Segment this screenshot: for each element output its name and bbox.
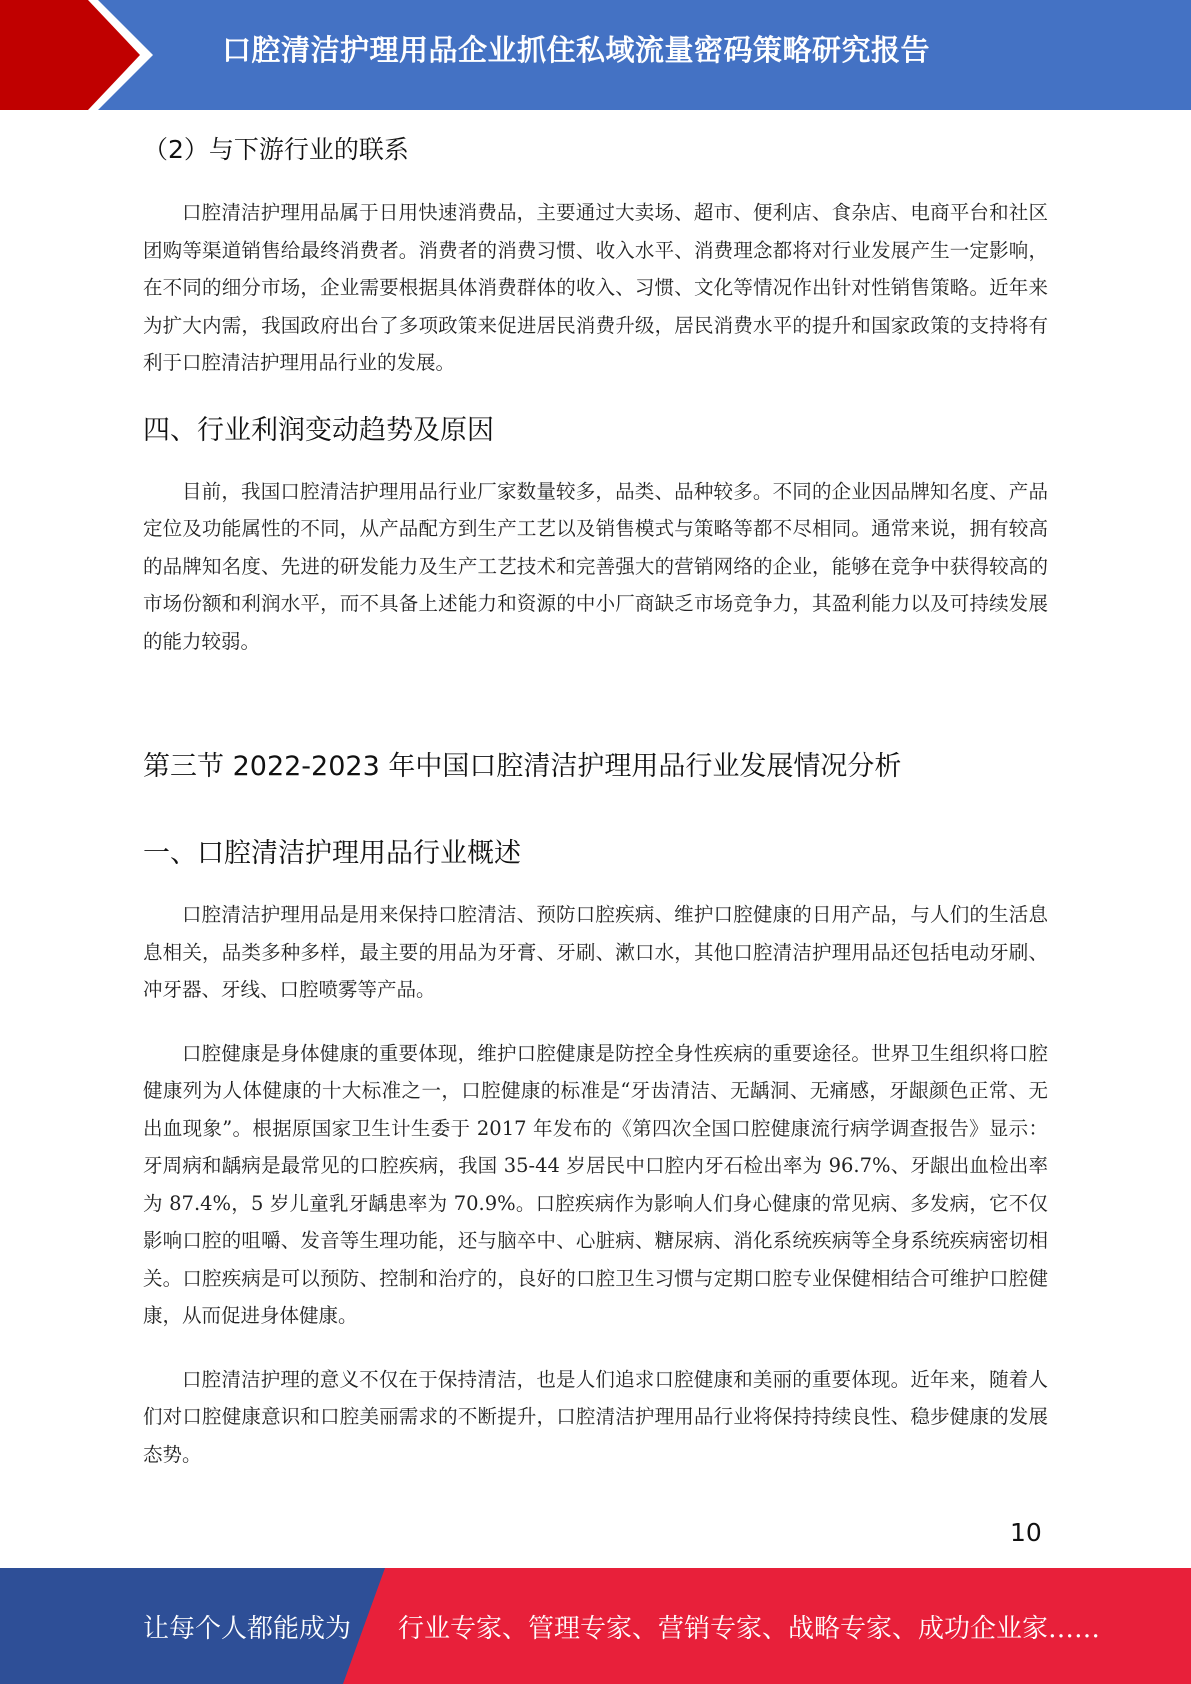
page-body — [143, 130, 1048, 1499]
paragraph-overview-3: 口腔清洁护理的意义不仅在于保持清洁，也是人们追求口腔健康和美丽的重要体现。近年来，随着人们对口腔健康意识和口腔美丽需求的不断提升，口腔清洁护理用品行业将保持持续良性、稳步健康的发展态势。 — [143, 1367, 1048, 1466]
header-chevron-decoration — [0, 0, 160, 110]
chapter-heading: 第三节 2022-2023 年中国口腔清洁护理用品行业发展情况分析 — [143, 751, 902, 782]
paragraph-overview-1: 口腔清洁护理用品是用来保持口腔清洁、预防口腔疾病、维护口腔健康的日用产品，与人们的生活息息相关，品类多种多样，最主要的用品为牙膏、牙刷、漱口水，其他口腔清洁护理用品还包括电动牙刷、冲牙器、牙线、口腔喷雾等产品。 — [143, 903, 1048, 1001]
section-heading-overview: 一、口腔清洁护理用品行业概述 — [143, 838, 521, 869]
subsection-heading-downstream: （2）与下游行业的联系 — [143, 135, 409, 164]
page-number: 10 — [1010, 1518, 1042, 1547]
section-spacer — [143, 686, 1048, 744]
report-title: 口腔清洁护理用品企业抓住私域流量密码策略研究报告 — [222, 33, 931, 67]
page-footer — [0, 1568, 1191, 1684]
footer-slogan-right: 行业专家、管理专家、营销专家、战略专家、成功企业家…… — [398, 1614, 1101, 1644]
page-header — [0, 0, 1191, 110]
section-heading-profit-trend: 四、行业利润变动趋势及原因 — [143, 414, 494, 446]
footer-slogan-left: 让每个人都能成为 — [143, 1614, 352, 1644]
paragraph-profit-trend: 目前，我国口腔清洁护理用品行业厂家数量较多，品类、品种较多。不同的企业因品牌知名度、产品定位及功能属性的不同，从产品配方到生产工艺以及销售模式与策略等都不尽相同。通常来说，拥有较高的品牌知名度、先进的研发能力及生产工艺技术和完善强大的营销网络的企业，能够在竞争中获得较高的市场份额和利润水平，而不具备上述能力和资源的中小厂商缺乏市场竞争力，其盈利能力以及可持续发展的能力较弱。 — [143, 479, 1048, 653]
paragraph-downstream: 口腔清洁护理用品属于日用快速消费品，主要通过大卖场、超市、便利店、食杂店、电商平台和社区团购等渠道销售给最终消费者。消费者的消费习惯、收入水平、消费理念都将对行业发展产生一定影响，在不同的细分市场，企业需要根据具体消费群体的收入、习惯、文化等情况作出针对性销售策略。近年来为扩大内需，我国政府出台了多项政策来促进居民消费升级，居民消费水平的提升和国家政策的支持将有利于口腔清洁护理用品行业的发展。 — [143, 201, 1048, 374]
paragraph-overview-2: 口腔健康是身体健康的重要体现，维护口腔健康是防控全身性疾病的重要途径。世界卫生组织将口腔健康列为人体健康的十大标准之一，口腔健康的标准是“牙齿清洁、无龋洞、无痛感，牙龈颜色正常、无出血现象”。根据原国家卫生计生委于 2017 年发布的《第四次全国口腔健康流行病学调查报告》显示：牙周病和龋病是最常见的口腔疾病，我国 35-44 岁居民中口腔内牙石检出率为 96.7%、牙龈出血检出率为 87.4%，5 岁儿童乳牙龋患率为 70.9%。口腔疾病作为影响人们身心健康的常见病、多发病，它不仅影响口腔的咀嚼、发音等生理功能，还与脑卒中、心脏病、糖尿病、消化系统疾病等全身系统疾病密切相关。口腔疾病是可以预防、控制和治疗的，良好的口腔卫生习惯与定期口腔专业保健相结合可维护口腔健康，从而促进身体健康。 — [143, 1041, 1048, 1327]
